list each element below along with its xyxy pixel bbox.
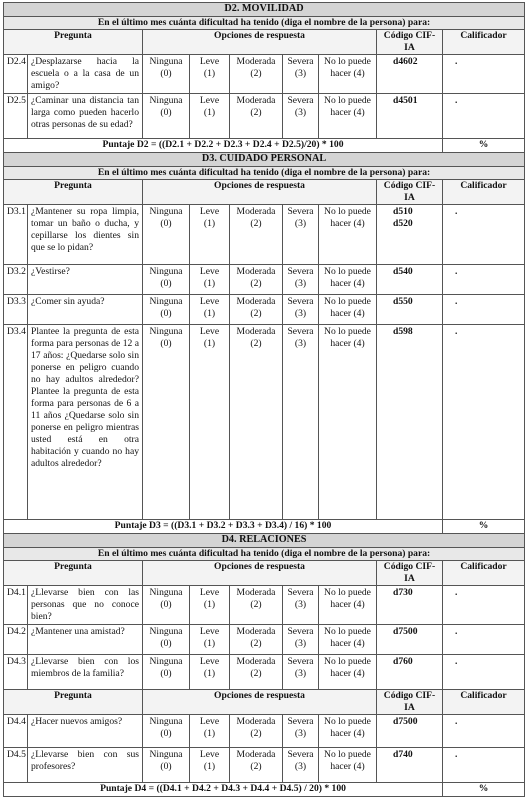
answer-option[interactable]	[283, 295, 319, 325]
option-value: (0)	[160, 308, 172, 319]
header-calificador: Calificador	[443, 561, 525, 586]
question-text: ¿Vestirse?	[28, 265, 143, 295]
option-label: Severa	[287, 266, 314, 277]
answer-option[interactable]	[190, 55, 230, 94]
option-value: (0)	[160, 761, 172, 772]
option-label: No lo puede	[324, 656, 371, 667]
answer-option[interactable]	[283, 715, 319, 748]
answer-option[interactable]	[190, 715, 230, 748]
answer-option[interactable]	[230, 715, 283, 748]
question-text: ¿Mantener una amistad?	[28, 625, 143, 655]
option-value: (1)	[203, 599, 216, 610]
header-calificador: Calificador	[443, 180, 525, 205]
cif-code: d550	[393, 296, 413, 307]
header-pregunta: Pregunta	[4, 30, 143, 55]
option-value: hacer (4)	[330, 308, 365, 319]
option-value: (3)	[294, 638, 307, 649]
answer-option[interactable]	[190, 325, 230, 520]
option-label: Moderada	[236, 95, 276, 106]
option-value: (3)	[294, 107, 307, 118]
header-opciones: Opciones de respuesta	[143, 690, 377, 715]
option-label: Ninguna	[149, 266, 183, 277]
option-value: (1)	[203, 278, 216, 289]
option-value: (3)	[294, 308, 307, 319]
qualifier-cell[interactable]: .	[443, 205, 525, 265]
option-value: (1)	[203, 107, 216, 118]
option-label: No lo puede	[324, 716, 371, 727]
answer-option[interactable]	[230, 586, 283, 625]
score-row	[4, 520, 525, 534]
answer-option[interactable]	[283, 655, 319, 690]
section-subtitle: En el último mes cuánta dificultad ha tenido (diga el nombre de la persona) para:	[4, 548, 525, 561]
option-label: No lo puede	[324, 296, 371, 307]
qualifier-cell[interactable]: .	[443, 265, 525, 295]
option-label: Moderada	[236, 266, 276, 277]
option-value: (1)	[203, 338, 216, 349]
answer-option[interactable]	[319, 55, 377, 94]
disability-form-table	[3, 2, 525, 797]
header-calificador: Calificador	[443, 690, 525, 715]
score-formula: Puntaje D4 = ((D4.1 + D4.2 + D4.3 + D4.4 + D4.5) / 20) * 100	[4, 783, 443, 797]
answer-option[interactable]	[319, 586, 377, 625]
cif-code: d7500	[393, 716, 418, 727]
section-subtitle-row	[4, 167, 525, 180]
option-label: Moderada	[236, 716, 276, 727]
question-row	[4, 94, 525, 139]
section-subtitle-row	[4, 548, 525, 561]
question-row	[4, 325, 525, 520]
option-label: No lo puede	[324, 326, 371, 337]
option-label: Moderada	[236, 626, 276, 637]
question-text: ¿Hacer nuevos amigos?	[28, 715, 143, 748]
cif-code-cell	[377, 205, 443, 265]
option-label: Leve	[199, 266, 220, 277]
option-value: (2)	[250, 278, 262, 289]
column-header-row	[4, 690, 525, 715]
option-label: No lo puede	[324, 56, 371, 67]
option-label: Severa	[287, 326, 314, 337]
cif-code-cell	[377, 265, 443, 295]
option-value: (3)	[294, 668, 307, 679]
option-label: Ninguna	[149, 587, 183, 598]
question-text: ¿Comer sin ayuda?	[28, 295, 143, 325]
option-value: (2)	[250, 761, 262, 772]
cif-code: d520	[393, 218, 413, 229]
option-label: Leve	[199, 587, 220, 598]
option-label: Leve	[199, 56, 220, 67]
option-label: Ninguna	[149, 716, 183, 727]
option-value: (3)	[294, 761, 307, 772]
score-formula: Puntaje D3 = ((D3.1 + D3.2 + D3.3 + D3.4) / 16) * 100	[4, 520, 443, 534]
question-id: D2.5	[4, 94, 28, 139]
answer-option[interactable]	[230, 655, 283, 690]
option-label: Severa	[287, 749, 314, 760]
answer-option[interactable]	[283, 205, 319, 265]
answer-option[interactable]	[190, 94, 230, 139]
cif-code-cell	[377, 625, 443, 655]
qualifier-cell[interactable]: .	[443, 655, 525, 690]
answer-option[interactable]	[143, 325, 190, 520]
qualifier-cell[interactable]: .	[443, 625, 525, 655]
question-text: ¿Desplazarse hacia la escuela o a la casa de un amigo?	[28, 55, 143, 94]
column-header-row	[4, 180, 525, 205]
option-label: Ninguna	[149, 56, 183, 67]
option-value: hacer (4)	[330, 668, 365, 679]
option-label: Moderada	[236, 296, 276, 307]
option-label: No lo puede	[324, 626, 371, 637]
answer-option[interactable]	[143, 625, 190, 655]
option-value: hacer (4)	[330, 278, 365, 289]
option-label: No lo puede	[324, 95, 371, 106]
answer-option[interactable]	[319, 625, 377, 655]
answer-option[interactable]	[190, 655, 230, 690]
question-id: D4.4	[4, 715, 28, 748]
option-value: (3)	[294, 599, 307, 610]
answer-option[interactable]	[319, 715, 377, 748]
answer-option[interactable]	[319, 295, 377, 325]
option-label: Severa	[287, 587, 314, 598]
question-row	[4, 586, 525, 625]
question-row	[4, 655, 525, 690]
option-value: (3)	[294, 218, 307, 229]
answer-option[interactable]	[190, 586, 230, 625]
question-id: D3.4	[4, 325, 28, 520]
section-title: D4. RELACIONES	[4, 534, 525, 548]
answer-option[interactable]	[230, 265, 283, 295]
question-row	[4, 715, 525, 748]
cif-code: d540	[393, 266, 413, 277]
option-label: Moderada	[236, 656, 276, 667]
answer-option[interactable]	[143, 295, 190, 325]
answer-option[interactable]	[319, 655, 377, 690]
option-value: (3)	[294, 68, 307, 79]
answer-option[interactable]	[283, 325, 319, 520]
form-body	[4, 3, 525, 797]
question-row	[4, 748, 525, 783]
header-codigo: Código CIF-IA	[377, 690, 443, 715]
question-text: ¿Llevarse bien con sus profesores?	[28, 748, 143, 783]
option-value: (2)	[250, 638, 262, 649]
cif-code-cell	[377, 715, 443, 748]
option-label: Severa	[287, 95, 314, 106]
option-value: (0)	[160, 728, 172, 739]
section-subtitle: En el último mes cuánta dificultad ha tenido (diga el nombre de la persona) para:	[4, 167, 525, 180]
header-opciones: Opciones de respuesta	[143, 561, 377, 586]
cif-code: d730	[393, 587, 413, 598]
cif-code: d760	[393, 656, 413, 667]
option-label: Moderada	[236, 206, 276, 217]
answer-option[interactable]	[190, 295, 230, 325]
option-value: (2)	[250, 107, 262, 118]
option-label: Leve	[199, 626, 220, 637]
option-value: (1)	[203, 68, 216, 79]
option-value: (0)	[160, 638, 172, 649]
section-title: D2. MOVILIDAD	[4, 3, 525, 17]
option-label: No lo puede	[324, 206, 371, 217]
question-row	[4, 265, 525, 295]
answer-option[interactable]	[283, 748, 319, 783]
question-row	[4, 625, 525, 655]
header-pregunta: Pregunta	[4, 561, 143, 586]
option-label: Leve	[199, 206, 220, 217]
option-label: No lo puede	[324, 749, 371, 760]
answer-option[interactable]	[283, 55, 319, 94]
question-id: D4.1	[4, 586, 28, 625]
question-id: D3.3	[4, 295, 28, 325]
option-label: Leve	[199, 656, 220, 667]
question-row	[4, 205, 525, 265]
answer-option[interactable]	[283, 94, 319, 139]
option-value: (2)	[250, 338, 262, 349]
option-value: hacer (4)	[330, 728, 365, 739]
qualifier-cell[interactable]: .	[443, 325, 525, 520]
cif-code-cell	[377, 94, 443, 139]
header-opciones: Opciones de respuesta	[143, 180, 377, 205]
qualifier-cell[interactable]: .	[443, 586, 525, 625]
score-percent[interactable]: %	[443, 139, 525, 153]
header-opciones: Opciones de respuesta	[143, 30, 377, 55]
option-label: Ninguna	[149, 326, 183, 337]
answer-option[interactable]	[143, 586, 190, 625]
answer-option[interactable]	[283, 586, 319, 625]
option-value: (2)	[250, 218, 262, 229]
cif-code-cell	[377, 295, 443, 325]
option-value: (0)	[160, 107, 172, 118]
cif-code-cell	[377, 325, 443, 520]
answer-option[interactable]	[230, 295, 283, 325]
question-row	[4, 295, 525, 325]
question-text: ¿Llevarse bien con las personas que no conoce bien?	[28, 586, 143, 625]
option-label: Ninguna	[149, 656, 183, 667]
option-label: Leve	[199, 95, 220, 106]
score-row	[4, 139, 525, 153]
answer-option[interactable]	[230, 94, 283, 139]
option-label: No lo puede	[324, 587, 371, 598]
option-label: Moderada	[236, 749, 276, 760]
answer-option[interactable]	[319, 205, 377, 265]
option-value: (0)	[160, 338, 172, 349]
answer-option[interactable]	[283, 625, 319, 655]
option-value: (2)	[250, 728, 262, 739]
option-value: (1)	[203, 761, 216, 772]
option-value: hacer (4)	[330, 107, 365, 118]
section-title-row	[4, 534, 525, 548]
option-value: (2)	[250, 599, 262, 610]
question-text: ¿Caminar una distancia tan larga como pueden hacerlo otras personas de su edad?	[28, 94, 143, 139]
question-row	[4, 55, 525, 94]
column-header-row	[4, 561, 525, 586]
qualifier-cell[interactable]: .	[443, 715, 525, 748]
option-value: (0)	[160, 218, 172, 229]
header-codigo: Código CIF-IA	[377, 180, 443, 205]
option-label: Moderada	[236, 326, 276, 337]
answer-option[interactable]	[230, 205, 283, 265]
option-label: Severa	[287, 296, 314, 307]
answer-option[interactable]	[190, 625, 230, 655]
option-label: Leve	[199, 326, 220, 337]
option-value: hacer (4)	[330, 338, 365, 349]
header-codigo: Código CIF-IA	[377, 30, 443, 55]
option-label: Leve	[199, 749, 220, 760]
score-row	[4, 783, 525, 797]
section-title: D3. CUIDADO PERSONAL	[4, 153, 525, 167]
qualifier-cell[interactable]: .	[443, 55, 525, 94]
answer-option[interactable]	[143, 715, 190, 748]
answer-option[interactable]	[190, 265, 230, 295]
option-label: Leve	[199, 296, 220, 307]
option-label: Moderada	[236, 56, 276, 67]
answer-option[interactable]	[143, 265, 190, 295]
cif-code: d598	[393, 326, 413, 337]
question-id: D2.4	[4, 55, 28, 94]
option-label: No lo puede	[324, 266, 371, 277]
header-codigo: Código CIF-IA	[377, 561, 443, 586]
option-label: Moderada	[236, 587, 276, 598]
option-label: Ninguna	[149, 749, 183, 760]
option-value: (3)	[294, 728, 307, 739]
question-text: ¿Llevarse bien con los miembros de la familia?	[28, 655, 143, 690]
qualifier-cell[interactable]: .	[443, 295, 525, 325]
question-id: D4.3	[4, 655, 28, 690]
section-subtitle-row	[4, 17, 525, 30]
column-header-row	[4, 30, 525, 55]
question-text: ¿Mantener su ropa limpia, tomar un baño o ducha, y cepillarse los dientes sin que se lo pidan?	[28, 205, 143, 265]
qualifier-cell[interactable]: .	[443, 94, 525, 139]
cif-code: d4501	[393, 95, 418, 106]
option-value: (1)	[203, 638, 216, 649]
answer-option[interactable]	[319, 94, 377, 139]
cif-code: d7500	[393, 626, 418, 637]
option-value: hacer (4)	[330, 761, 365, 772]
score-percent[interactable]: %	[443, 520, 525, 534]
answer-option[interactable]	[230, 748, 283, 783]
answer-option[interactable]	[143, 205, 190, 265]
answer-option[interactable]	[230, 325, 283, 520]
option-value: (0)	[160, 68, 172, 79]
cif-code-cell	[377, 55, 443, 94]
option-value: (1)	[203, 218, 216, 229]
question-id: D3.1	[4, 205, 28, 265]
option-value: (1)	[203, 728, 216, 739]
answer-option[interactable]	[143, 655, 190, 690]
question-id: D4.2	[4, 625, 28, 655]
header-calificador: Calificador	[443, 30, 525, 55]
qualifier-cell[interactable]: .	[443, 748, 525, 783]
question-id: D4.5	[4, 748, 28, 783]
answer-option[interactable]	[143, 748, 190, 783]
answer-option[interactable]	[283, 265, 319, 295]
option-label: Severa	[287, 716, 314, 727]
answer-option[interactable]	[319, 265, 377, 295]
answer-option[interactable]	[190, 205, 230, 265]
option-value: (0)	[160, 599, 172, 610]
option-value: (3)	[294, 338, 307, 349]
cif-code-cell	[377, 586, 443, 625]
option-value: (1)	[203, 668, 216, 679]
option-value: hacer (4)	[330, 68, 365, 79]
option-label: Ninguna	[149, 296, 183, 307]
score-percent[interactable]: %	[443, 783, 525, 797]
cif-code-cell	[377, 748, 443, 783]
section-subtitle: En el último mes cuánta dificultad ha tenido (diga el nombre de la persona) para:	[4, 17, 525, 30]
question-text: Plantee la pregunta de esta forma para personas de 12 a 17 años: ¿Quedarse solo sin ponerse en peligro cuando no hay adultos alrededor? Plantee la pregunta de esta forma para personas de 6 a 11 años ¿Quedarse solo sin ponerse en peligro mientras usted está en otra habitación y cuando no hay adultos alrededor?	[28, 325, 143, 520]
answer-option[interactable]	[230, 625, 283, 655]
header-pregunta: Pregunta	[4, 690, 143, 715]
answer-option[interactable]	[190, 748, 230, 783]
option-label: Severa	[287, 56, 314, 67]
section-title-row	[4, 3, 525, 17]
header-pregunta: Pregunta	[4, 180, 143, 205]
question-id: D3.2	[4, 265, 28, 295]
option-label: Ninguna	[149, 95, 183, 106]
option-value: hacer (4)	[330, 218, 365, 229]
option-value: hacer (4)	[330, 638, 365, 649]
answer-option[interactable]	[319, 748, 377, 783]
option-label: Leve	[199, 716, 220, 727]
cif-code: d4602	[393, 56, 418, 67]
option-label: Severa	[287, 656, 314, 667]
option-value: (0)	[160, 278, 172, 289]
option-value: (3)	[294, 278, 307, 289]
answer-option[interactable]	[319, 325, 377, 520]
answer-option[interactable]	[143, 55, 190, 94]
option-value: hacer (4)	[330, 599, 365, 610]
option-value: (2)	[250, 308, 262, 319]
option-value: (1)	[203, 308, 216, 319]
option-value: (2)	[250, 668, 262, 679]
cif-code: d510	[393, 206, 413, 217]
option-label: Severa	[287, 626, 314, 637]
cif-code: d740	[393, 749, 413, 760]
answer-option[interactable]	[230, 55, 283, 94]
option-value: (2)	[250, 68, 262, 79]
option-value: (0)	[160, 668, 172, 679]
section-title-row	[4, 153, 525, 167]
score-formula: Puntaje D2 = ((D2.1 + D2.2 + D2.3 + D2.4 + D2.5)/20) * 100	[4, 139, 443, 153]
cif-code-cell	[377, 655, 443, 690]
option-label: Ninguna	[149, 626, 183, 637]
option-label: Severa	[287, 206, 314, 217]
option-label: Ninguna	[149, 206, 183, 217]
answer-option[interactable]	[143, 94, 190, 139]
